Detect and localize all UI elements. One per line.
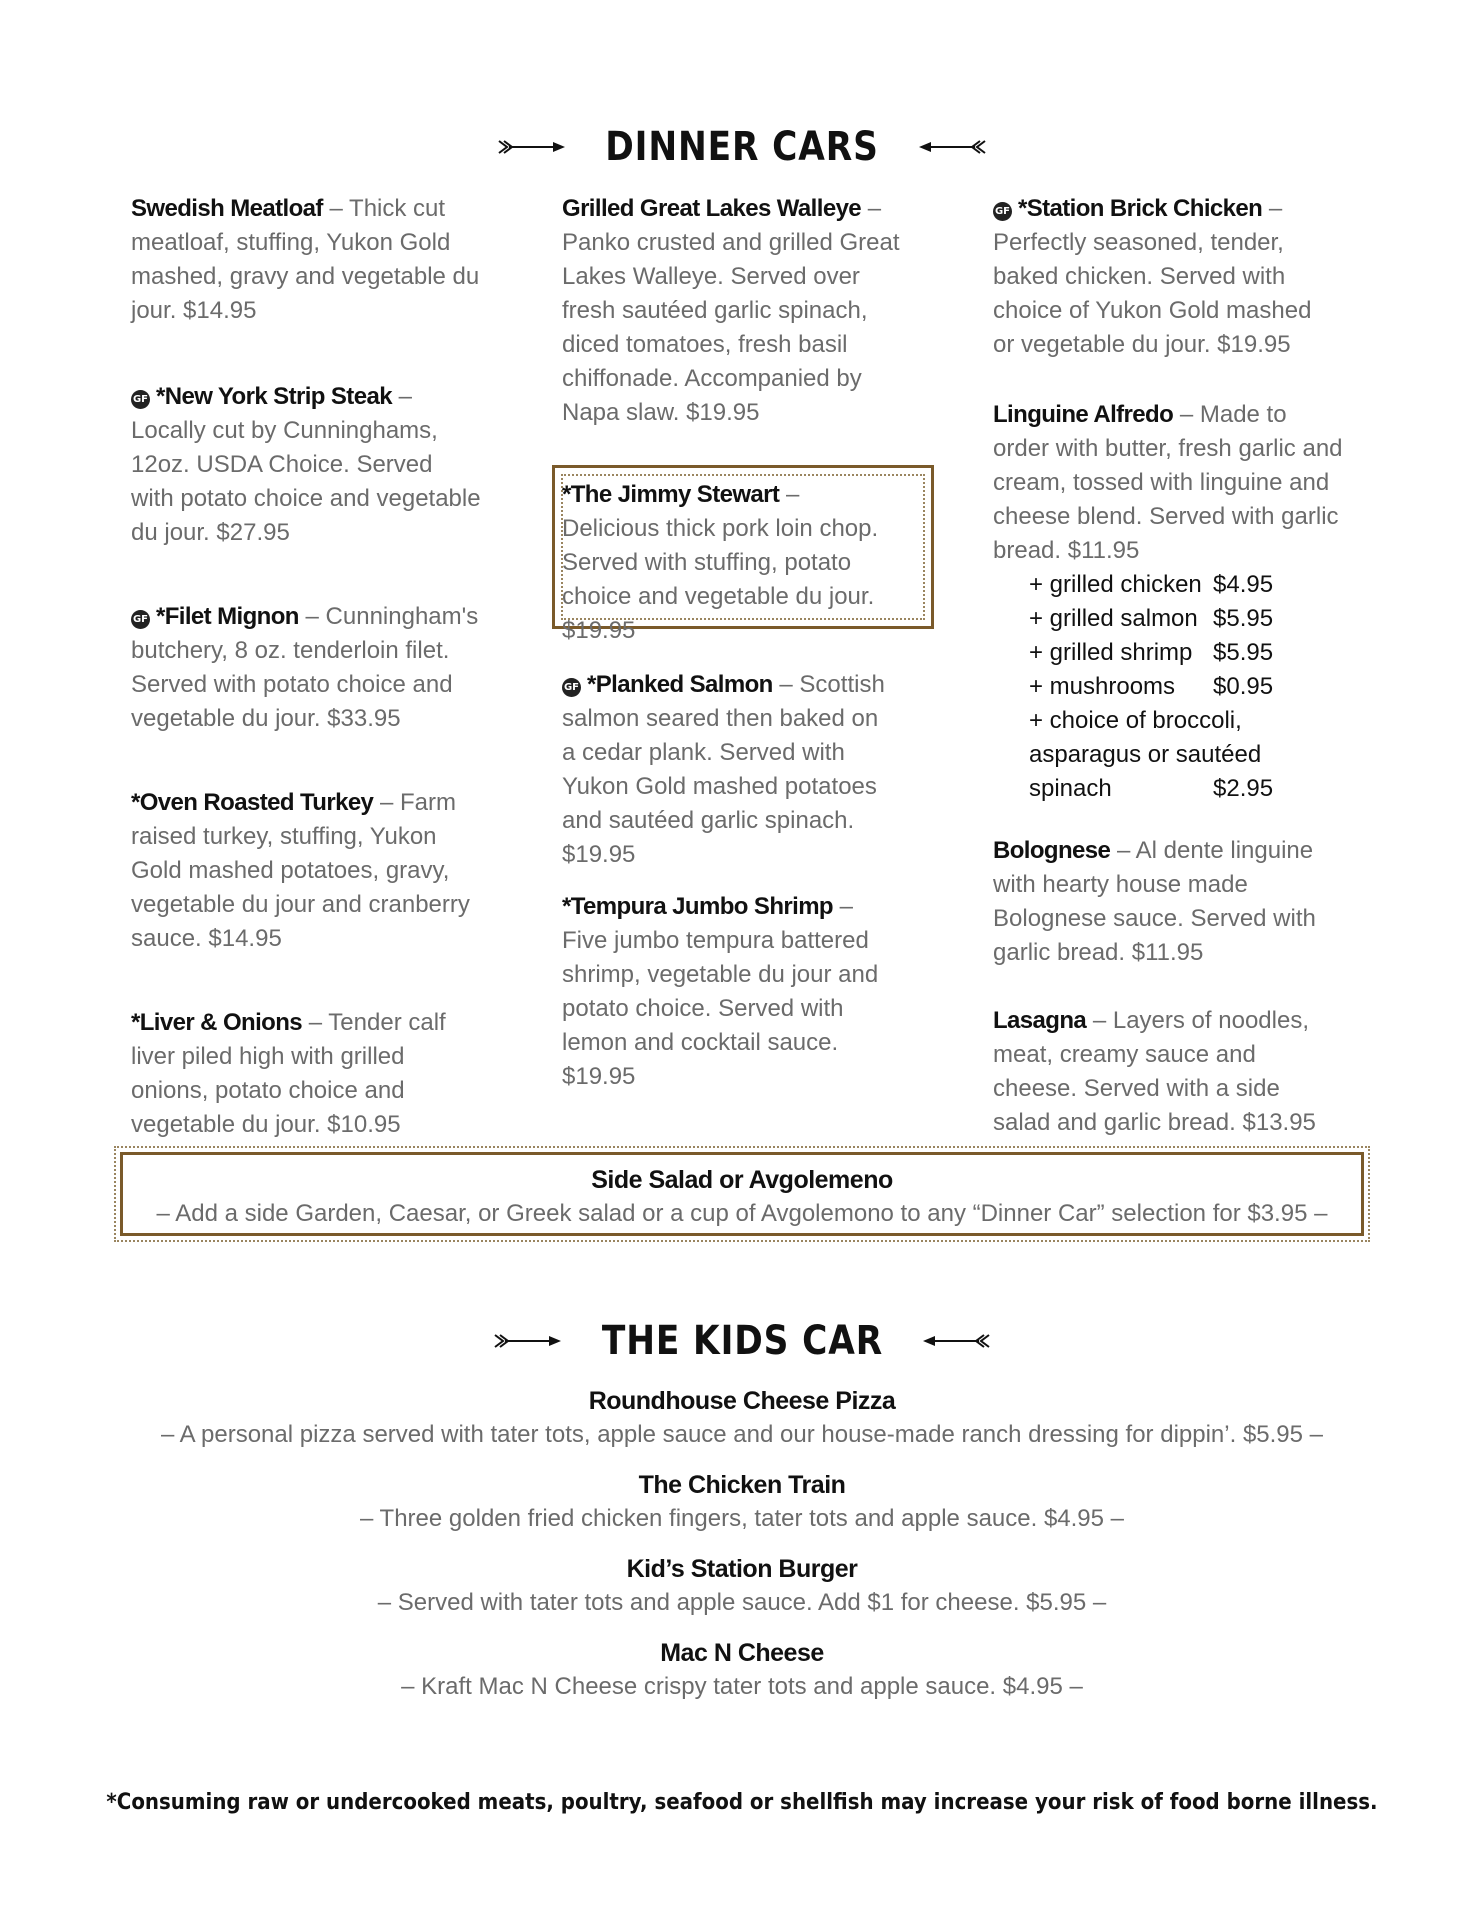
item-name: Swedish Meatloaf	[131, 195, 323, 222]
item-name: *Station Brick Chicken	[1018, 195, 1263, 222]
kids-item-name: The Chicken Train	[638, 1471, 846, 1499]
item-desc: – Delicious thick pork loin chop. Served with stuffing, potato choice and vegetable du jour. $19.95	[562, 481, 879, 644]
item-name: *Filet Mignon	[156, 603, 299, 630]
menu-item	[562, 192, 912, 430]
addon-name: + grilled salmon	[1029, 605, 1198, 632]
arrow-left-icon	[921, 1331, 991, 1351]
item-name: Grilled Great Lakes Walleye	[562, 195, 862, 222]
item-name: *The Jimmy Stewart	[562, 481, 780, 508]
item-desc: – Layers of noodles, meat, creamy sauce and cheese. Served with a side salad and garlic bread. $13.95	[993, 1007, 1316, 1136]
addon-row	[993, 568, 1343, 602]
kids-item-desc: – Three golden fried chicken fingers, tater tots and apple sauce. $4.95 –	[359, 1505, 1125, 1532]
item-name: *New York Strip Steak	[156, 383, 392, 410]
kids-item-name: Kid’s Station Burger	[626, 1555, 858, 1583]
side-salad-desc: – Add a side Garden, Caesar, or Greek salad or a cup of Avgolemono to any “Dinner Car” selection for $3.95 –	[156, 1200, 1328, 1227]
gf-icon: GF	[562, 678, 581, 697]
item-name: *Tempura Jumbo Shrimp	[562, 893, 833, 920]
gf-icon: GF	[993, 202, 1012, 221]
kids-item	[0, 1636, 1484, 1704]
menu-item	[993, 834, 1343, 970]
item-desc: – Perfectly seasoned, tender, baked chicken. Served with choice of Yukon Gold mashed or vegetable du jour. $19.95	[993, 195, 1312, 358]
menu-item	[562, 668, 892, 872]
addon-row	[993, 704, 1343, 738]
item-name: *Oven Roasted Turkey	[131, 789, 374, 816]
item-desc: – Tender calf liver piled high with grilled onions, potato choice and vegetable du jour. $10.95	[131, 1009, 446, 1138]
addon-name: + grilled shrimp	[1029, 639, 1193, 666]
side-salad-title: Side Salad or Avgolemeno	[591, 1166, 893, 1194]
addon-name: spinach	[1029, 775, 1112, 802]
side-salad-box	[120, 1152, 1364, 1236]
addon-price: $5.95	[1213, 605, 1274, 632]
addon-row	[993, 602, 1343, 636]
arrow-left-icon	[917, 137, 987, 157]
addon-price: $5.95	[1213, 639, 1274, 666]
addon-name: + grilled chicken	[1029, 571, 1202, 598]
menu-item	[131, 192, 481, 328]
addon-name: + choice of broccoli,	[1029, 707, 1242, 734]
item-desc: – Locally cut by Cunninghams, 12oz. USDA Choice. Served with potato choice and vegetable du jour. $27.95	[131, 383, 481, 546]
kids-item-desc: – Served with tater tots and apple sauce. Add $1 for cheese. $5.95 –	[377, 1589, 1107, 1616]
addon-row	[993, 772, 1343, 806]
item-name: Linguine Alfredo	[993, 401, 1174, 428]
arrow-right-icon	[497, 137, 567, 157]
item-desc: – Al dente linguine with hearty house made Bolognese sauce. Served with garlic bread. $11.95	[993, 837, 1316, 966]
menu-item	[131, 600, 481, 736]
menu-item	[131, 380, 481, 550]
item-name: *Liver & Onions	[131, 1009, 303, 1036]
kids-item-name: Roundhouse Cheese Pizza	[588, 1387, 896, 1415]
item-desc: – Five jumbo tempura battered shrimp, vegetable du jour and potato choice. Served with lemon and cocktail sauce. $19.95	[562, 893, 879, 1090]
menu-item	[131, 1006, 481, 1142]
menu-item	[993, 1004, 1343, 1140]
menu-item	[993, 398, 1343, 806]
item-name: Bolognese	[993, 837, 1111, 864]
item-desc: – Made to order with butter, fresh garlic and cream, tossed with linguine and cheese blend. Served with garlic bread. $11.95	[993, 401, 1343, 564]
dinner-heading	[0, 124, 1484, 170]
kids-heading	[0, 1318, 1484, 1364]
kids-heading-title: THE KIDS CAR	[601, 1318, 883, 1364]
kids-item	[0, 1468, 1484, 1536]
menu-item	[131, 786, 481, 956]
item-name: Lasagna	[993, 1007, 1087, 1034]
item-desc: – Farm raised turkey, stuffing, Yukon Gold mashed potatoes, gravy, vegetable du jour and cranberry sauce. $14.95	[131, 789, 470, 952]
addon-price: $0.95	[1213, 673, 1274, 700]
kids-item	[0, 1384, 1484, 1452]
addon-name: + mushrooms	[1029, 673, 1176, 700]
addon-list	[993, 568, 1343, 806]
kids-item-desc: – Kraft Mac N Cheese crispy tater tots and apple sauce. $4.95 –	[401, 1673, 1083, 1700]
item-desc: – Panko crusted and grilled Great Lakes Walleye. Served over fresh sautéed garlic spinach, diced tomatoes, fresh basil chiffonade. Accompanied by Napa slaw. $19.95	[562, 195, 900, 426]
menu-item-featured	[562, 478, 892, 648]
addon-row	[993, 738, 1343, 772]
kids-item-name: Mac N Cheese	[660, 1639, 824, 1667]
menu-item	[993, 192, 1333, 362]
item-desc: – Cunningham's butchery, 8 oz. tenderloin filet. Served with potato choice and vegetable du jour. $33.95	[131, 603, 479, 732]
gf-icon: GF	[131, 390, 150, 409]
menu-item	[562, 890, 892, 1094]
gf-icon: GF	[131, 610, 150, 629]
addon-price: $2.95	[1213, 775, 1274, 802]
addon-price: $4.95	[1213, 571, 1274, 598]
item-name: *Planked Salmon	[587, 671, 773, 698]
kids-item-desc: – A personal pizza served with tater tots, apple sauce and our house-made ranch dressing for dippin’. $5.95 –	[160, 1421, 1324, 1448]
addon-row	[993, 670, 1343, 704]
addon-row	[993, 636, 1343, 670]
food-safety-disclaimer: *Consuming raw or undercooked meats, poultry, seafood or shellfish may increase your risk of food borne illness.	[106, 1790, 1378, 1815]
addon-name: asparagus or sautéed	[1029, 741, 1262, 768]
item-desc: – Scottish salmon seared then baked on a cedar plank. Served with Yukon Gold mashed potatoes and sautéed garlic spinach. $19.95	[562, 671, 885, 868]
arrow-right-icon	[493, 1331, 563, 1351]
item-desc: – Thick cut meatloaf, stuffing, Yukon Gold mashed, gravy and vegetable du jour. $14.95	[131, 195, 480, 324]
kids-item	[0, 1552, 1484, 1620]
dinner-heading-title: DINNER CARS	[605, 124, 879, 170]
